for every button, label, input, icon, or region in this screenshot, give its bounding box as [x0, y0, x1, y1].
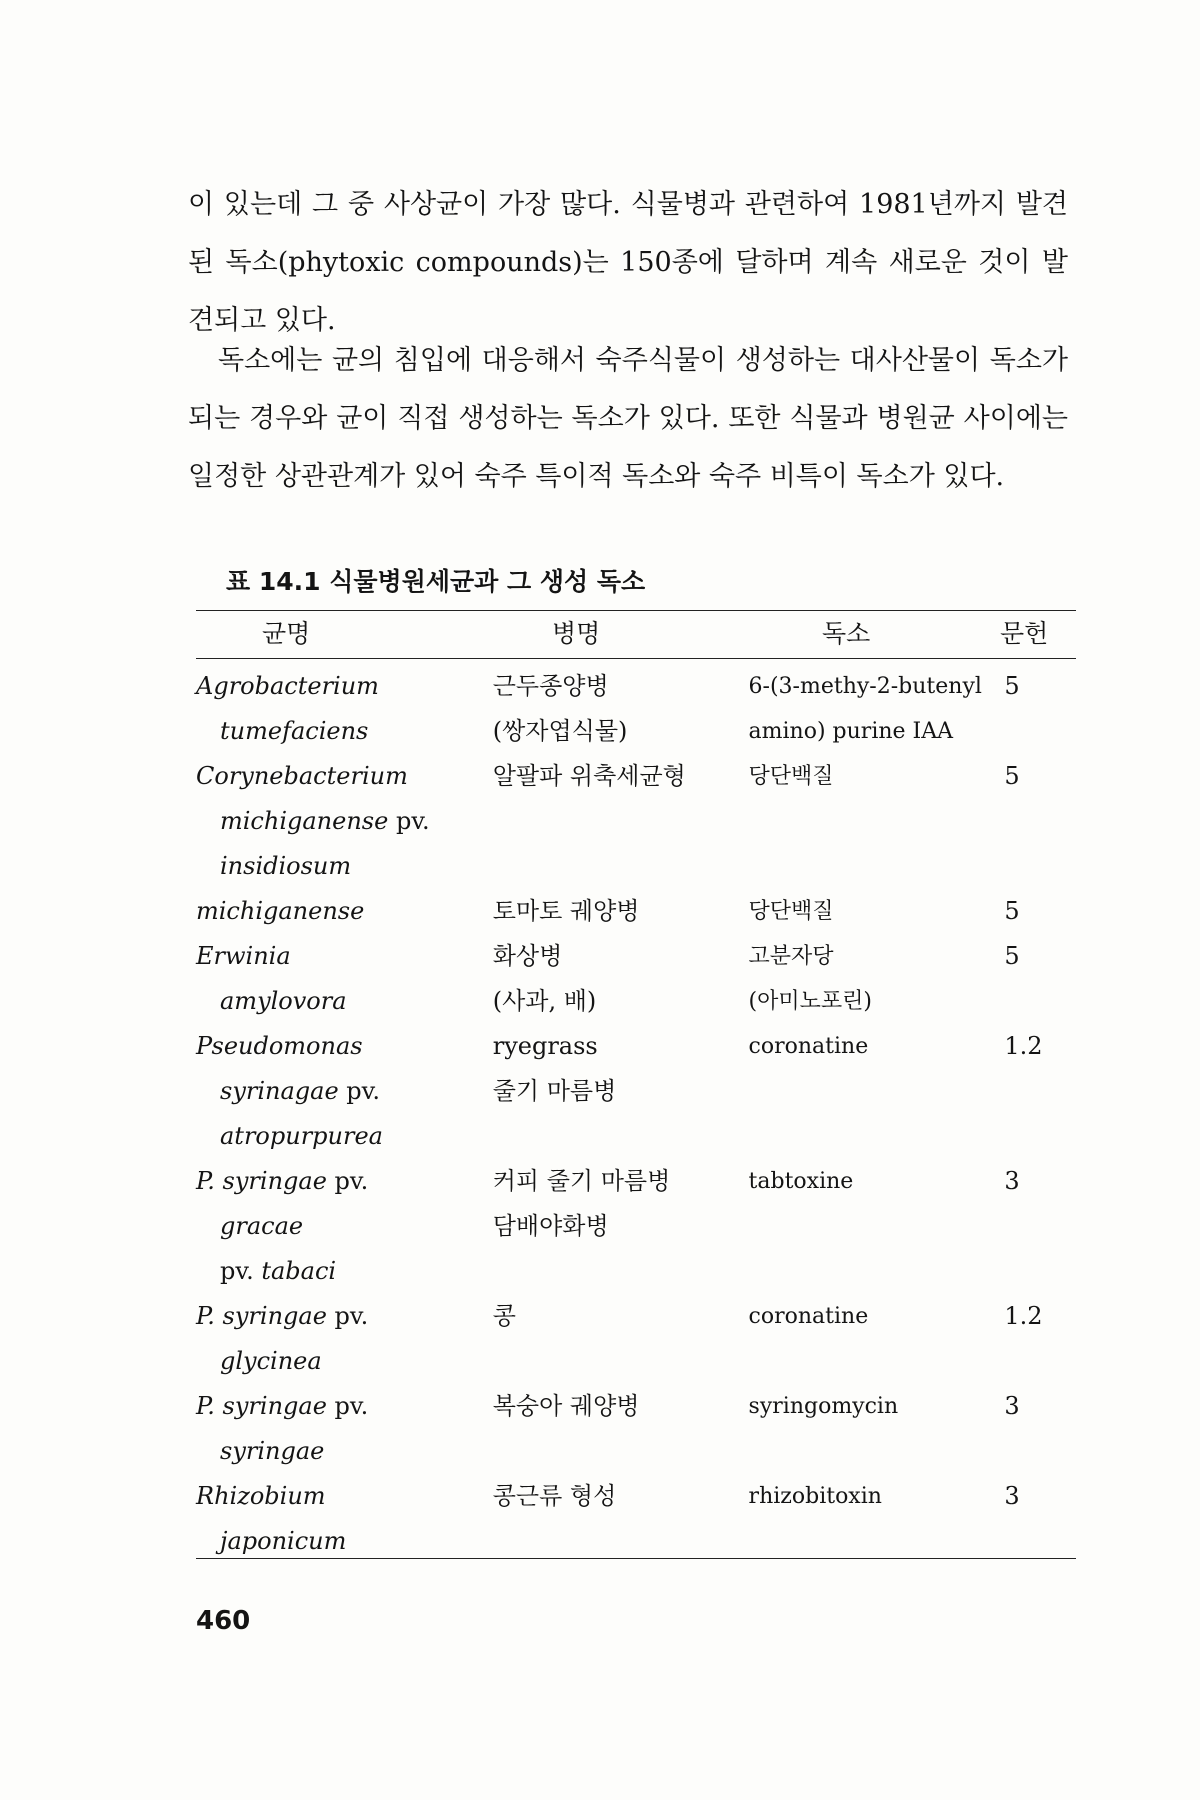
genus-name: tumefaciens: [220, 717, 369, 745]
genus-line: [196, 709, 493, 754]
genus-name: syringae: [220, 1437, 325, 1465]
body-paragraph-2: 독소에는 균의 침입에 대응해서 숙주식물이 생성하는 대사산물이 독소가 되는 경우와 균이 직접 생성하는 독소가 있다. 또한 식물과 병원균 사이에는 일정한 상관관계가 있어 숙주 특이적 독소와 숙주 비특이 독소가 있다.: [188, 345, 1068, 492]
cell-toxin: [749, 664, 1005, 754]
cell-toxin: [749, 754, 1005, 889]
genus-line: [196, 1429, 493, 1474]
cell-toxin: [749, 1294, 1005, 1384]
pathovar-label: pv.: [220, 1257, 262, 1285]
genus-line: [196, 1384, 493, 1429]
genus-name: gracae: [220, 1212, 304, 1240]
cell-reference: 3: [1004, 1392, 1020, 1420]
cell-toxin: [749, 1159, 1005, 1294]
genus-line: [196, 1204, 493, 1249]
disease-line: 콩: [492, 1302, 516, 1330]
pathovar-label: pv.: [326, 1302, 369, 1330]
disease-line: 콩근류 형성: [492, 1482, 617, 1510]
cell-reference: 5: [1004, 897, 1020, 925]
cell-reference: 5: [1004, 942, 1020, 970]
disease-line: 줄기 마름병: [492, 1077, 617, 1105]
table-caption: 표 14.1 식물병원세균과 그 생성 독소: [226, 567, 646, 596]
genus-name: Agrobacterium: [196, 672, 379, 700]
toxin-line: syringomycin: [748, 1394, 899, 1419]
genus-name: Erwinia: [196, 942, 291, 970]
cell-disease: [493, 754, 749, 889]
disease-line: 커피 줄기 마름병: [492, 1167, 671, 1195]
cell-reference: 5: [1004, 672, 1020, 700]
cell-disease: [493, 1294, 749, 1384]
header-disease: 병명: [552, 619, 601, 648]
cell-genus: [196, 1384, 493, 1474]
header-genus: 균명: [262, 619, 311, 648]
toxin-line: 당단백질: [748, 899, 834, 924]
toxin-line: amino) purine IAA: [748, 719, 954, 744]
cell-genus: [196, 1024, 493, 1159]
toxin-line: 고분자당: [748, 944, 834, 969]
cell-toxin: [749, 1024, 1005, 1159]
genus-line: [196, 1339, 493, 1384]
toxin-line: coronatine: [748, 1304, 869, 1329]
disease-line: (사과, 배): [492, 987, 597, 1015]
genus-name: atropurpurea: [220, 1122, 383, 1150]
genus-line: [196, 889, 493, 934]
disease-line: 담배야화병: [492, 1212, 609, 1240]
genus-line: [196, 1024, 493, 1069]
cell-toxin: [749, 1384, 1005, 1474]
genus-name: Rhizobium: [196, 1482, 326, 1510]
genus-name: insidiosum: [220, 852, 352, 880]
table-row: [196, 1024, 1076, 1159]
cell-disease: [493, 1384, 749, 1474]
table-row: [196, 1474, 1076, 1564]
cell-toxin: [749, 934, 1005, 1024]
genus-line: [196, 1114, 493, 1159]
table-row: [196, 934, 1076, 1024]
genus-line: [196, 934, 493, 979]
genus-line: [196, 754, 493, 799]
table-row: [196, 664, 1076, 754]
pathovar-label: pv.: [388, 807, 430, 835]
table-header-rule: [196, 658, 1076, 659]
genus-line: [196, 1069, 493, 1114]
genus-line: [196, 1249, 493, 1294]
genus-name: Corynebacterium: [196, 762, 408, 790]
header-reference: 문헌: [1000, 619, 1049, 648]
genus-name: amylovora: [220, 987, 347, 1015]
genus-name: michiganense: [196, 897, 365, 925]
cell-toxin: [749, 889, 1005, 934]
cell-reference: 5: [1004, 762, 1020, 790]
disease-line: 알팔파 위축세균형: [492, 762, 686, 790]
disease-line: 화상병: [492, 942, 563, 970]
toxin-line: tabtoxine: [748, 1169, 854, 1194]
pathovar-label: pv.: [338, 1077, 381, 1105]
cell-genus: [196, 934, 493, 1024]
body-paragraph-1: 이 있는데 그 중 사상균이 가장 많다. 식물병과 관련하여 1981년까지 발견된 독소(phytoxic compounds)는 150종에 달하며 계속 새로운 것이 발견되고 있다.: [188, 189, 1068, 336]
cell-reference: 1.2: [1004, 1032, 1043, 1060]
genus-name: P. syringae: [196, 1392, 327, 1420]
cell-disease: [493, 889, 749, 934]
cell-genus: [196, 754, 493, 889]
cell-reference: 3: [1004, 1167, 1020, 1195]
header-toxin: 독소: [822, 619, 871, 648]
toxin-line: coronatine: [748, 1034, 869, 1059]
toxin-table-body: [196, 664, 1076, 1564]
table-row: [196, 1384, 1076, 1474]
genus-name: syrinagae: [220, 1077, 339, 1105]
cell-disease: [493, 664, 749, 754]
disease-line: ryegrass: [492, 1032, 598, 1060]
toxin-table: [196, 664, 1076, 1564]
table-row: [196, 1294, 1076, 1384]
genus-line: [196, 1474, 493, 1519]
genus-line: [196, 664, 493, 709]
disease-line: 토마토 궤양병: [492, 897, 640, 925]
genus-name: P. syringae: [196, 1302, 327, 1330]
table-row: [196, 754, 1076, 889]
genus-name: michiganense: [220, 807, 389, 835]
genus-line: [196, 844, 493, 889]
cell-disease: [493, 1474, 749, 1564]
pathovar-label: pv.: [326, 1392, 369, 1420]
genus-name: P. syringae: [196, 1167, 327, 1195]
cell-reference: 3: [1004, 1482, 1020, 1510]
genus-line: [196, 1294, 493, 1339]
pathovar-label: pv.: [326, 1167, 369, 1195]
genus-name: japonicum: [220, 1527, 347, 1555]
genus-line: [196, 979, 493, 1024]
cell-toxin: [749, 1474, 1005, 1564]
genus-line: [196, 1159, 493, 1204]
cell-reference: 1.2: [1004, 1302, 1043, 1330]
cell-genus: [196, 664, 493, 754]
table-top-rule: [196, 610, 1076, 611]
genus-name: tabaci: [261, 1257, 337, 1285]
table-row: [196, 1159, 1076, 1294]
cell-disease: [493, 1024, 749, 1159]
cell-genus: [196, 1474, 493, 1564]
genus-line: [196, 799, 493, 844]
toxin-line: (아미노포린): [748, 989, 872, 1014]
genus-name: Pseudomonas: [196, 1032, 363, 1060]
cell-disease: [493, 1159, 749, 1294]
cell-genus: [196, 1159, 493, 1294]
disease-line: 복숭아 궤양병: [492, 1392, 640, 1420]
disease-line: 근두종양병: [492, 672, 609, 700]
toxin-line: rhizobitoxin: [748, 1484, 882, 1509]
cell-disease: [493, 934, 749, 1024]
cell-genus: [196, 889, 493, 934]
table-row: [196, 889, 1076, 934]
toxin-line: 당단백질: [748, 764, 834, 789]
toxin-line: 6-(3-methy-2-butenyl: [748, 674, 982, 699]
cell-genus: [196, 1294, 493, 1384]
page-number: 460: [196, 1606, 251, 1636]
table-bottom-rule: [196, 1558, 1076, 1559]
genus-name: glycinea: [220, 1347, 322, 1375]
disease-line: (쌍자엽식물): [492, 717, 628, 745]
